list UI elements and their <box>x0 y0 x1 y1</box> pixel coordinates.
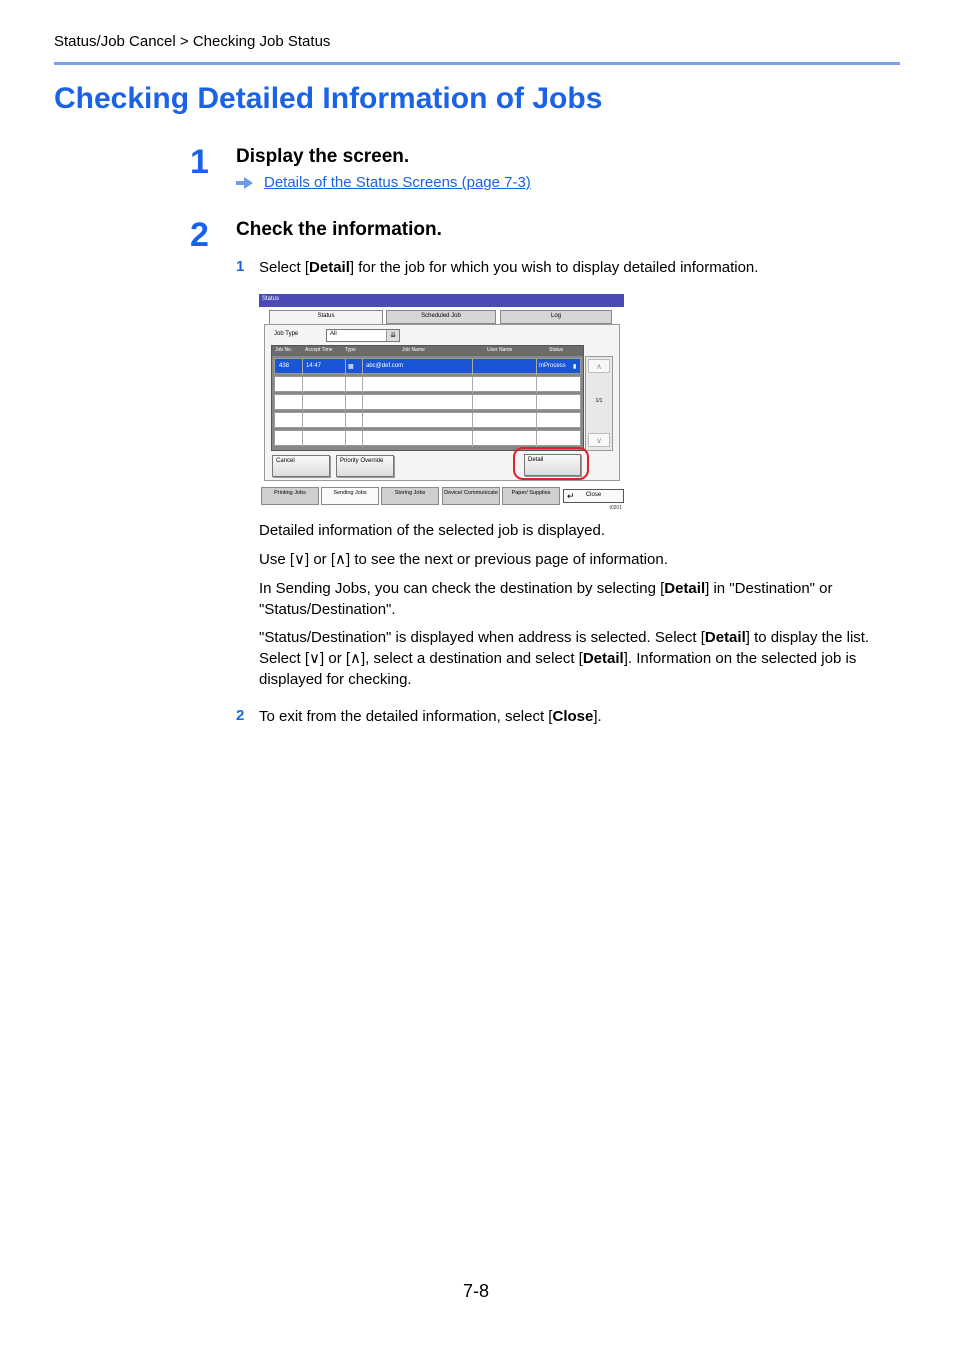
tab-device-communicate[interactable]: Device/ Communicate <box>442 487 500 505</box>
page-number: 7-8 <box>463 1281 490 1301</box>
step-1-title: Display the screen. <box>236 146 410 167</box>
chevron-down-icon: ∨ <box>309 650 321 667</box>
chevron-up-icon: ∧ <box>350 650 362 667</box>
arrow-right-icon <box>236 177 254 189</box>
send-type-icon: ▩ <box>348 364 354 370</box>
paragraph-detail-displayed: Detailed information of the selected job is displayed. <box>259 522 606 539</box>
job-type-label: Job Type <box>274 331 299 337</box>
reference-link-line <box>236 174 531 191</box>
table-row[interactable] <box>274 412 581 428</box>
tab-sending-jobs[interactable]: Sending Jobs <box>321 487 379 505</box>
substep-1-text: Select [Detail] for the job for which you wish to display detailed information. <box>259 259 759 276</box>
breadcrumb: Status/Job Cancel > Checking Job Status <box>54 33 331 50</box>
cancel-button[interactable]: Cancel <box>272 455 330 477</box>
chevron-up-icon: ∧ <box>335 551 346 568</box>
tab-status[interactable]: Status <box>269 310 383 326</box>
substep-2-text: To exit from the detailed information, select [Close]. <box>259 708 602 725</box>
status-screens-link[interactable]: Details of the Status Screens (page 7-3) <box>264 174 531 191</box>
table-row[interactable] <box>274 430 581 446</box>
figure-code: t0201 <box>609 505 622 511</box>
detail-highlight-circle <box>513 447 589 480</box>
priority-override-button[interactable]: Priority Override <box>336 455 394 477</box>
table-row[interactable] <box>274 394 581 410</box>
chevron-down-icon: ⇊ <box>386 330 399 341</box>
chevron-down-icon: ∨ <box>294 551 305 568</box>
table-row[interactable] <box>274 376 581 392</box>
tab-printing-jobs[interactable]: Printing Jobs <box>261 487 319 505</box>
substep-2-number: 2 <box>236 707 245 724</box>
header-rule <box>54 62 900 65</box>
chevron-down-icon[interactable]: ∨ <box>588 433 610 447</box>
status-screen-figure <box>259 294 624 514</box>
tab-scheduled-job[interactable]: Scheduled Job <box>386 310 496 324</box>
job-type-select[interactable]: All ⇊ <box>326 329 400 342</box>
table-header: Job No. Accept Time Type Job Name User Name Status <box>272 346 583 356</box>
page-indicator: 1/1 <box>595 398 603 404</box>
substep-1-number: 1 <box>236 258 245 275</box>
detail-button[interactable]: Detail <box>524 454 581 476</box>
tab-storing-jobs[interactable]: Storing Jobs <box>381 487 439 505</box>
step-1-number: 1 <box>190 143 209 181</box>
step-2-number: 2 <box>190 216 209 254</box>
chevron-up-icon[interactable]: ∧ <box>588 359 610 373</box>
page-scroller <box>585 356 613 451</box>
paragraph-status-destination: "Status/Destination" is displayed when address is selected. Select [Detail] to display the list. Select [∨] or [∧], select a destination and select [Detail]. Information on the selected job is displayed for checking. <box>259 629 870 688</box>
tab-log[interactable]: Log <box>500 310 612 324</box>
status-bar-icon: ▮ <box>573 364 577 370</box>
close-button[interactable]: ↵ Close <box>563 489 624 503</box>
return-icon: ↵ <box>567 491 575 501</box>
page-title: Checking Detailed Information of Jobs <box>54 82 603 115</box>
paragraph-sending-jobs: In Sending Jobs, you can check the destination by selecting [Detail] in "Destination" or "Status/Destination". <box>259 580 833 618</box>
table-row[interactable]: 438 14:47 ▩ abc@def.com InProcess ▮ <box>274 358 581 374</box>
step-2-title: Check the information. <box>236 219 442 240</box>
paragraph-page-navigation: Use [∨] or [∧] to see the next or previous page of information. <box>259 551 668 568</box>
job-table <box>271 345 584 451</box>
tab-paper-supplies[interactable]: Paper/ Supplies <box>502 487 560 505</box>
screen-title: Status <box>259 294 624 307</box>
